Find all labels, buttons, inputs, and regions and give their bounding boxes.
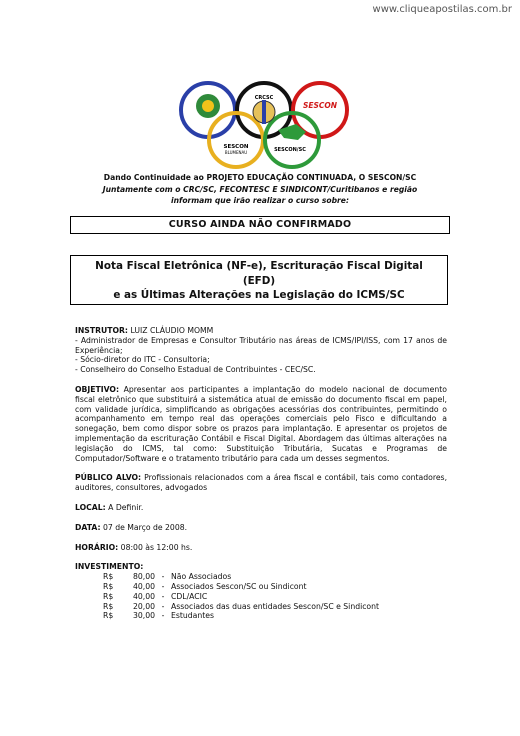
local-value: A Definir.: [105, 502, 144, 512]
instructor-heading: [75, 326, 447, 336]
course-notice-box: CURSO AINDA NÃO CONFIRMADO: [70, 216, 450, 234]
objective-text: Apresentar aos participantes a implantação do modelo nacional de documento fiscal eletrônico que substituirá a sistemática atual de emissão do documento fiscal em papel, com validade jurídica, simplificando as obrigações acessórias dos contribuintes, permitindo o acompanhamento em tempo real das operações comerciais pelo Fisco e dificultando a sonegação, bem como dispor sobre os prazos para implantação. E apresentar os projetos de implementação da escrituração Contábil e Fiscal Digital. Abordagem das últimas alterações na legislação do ICMS, tal como: Substituição Tributária, Sucatas e Programas de Computador/Software e o tratamento tributário para cada um desses segmentos.: [75, 384, 447, 463]
instructor-line: - Administrador de Empresas e Consultor Tributário nas áreas de ICMS/IPI/ISS, com 17 anos de Experiência;: [75, 335, 447, 355]
svg-text:SESCON/SC: SESCON/SC: [274, 147, 306, 153]
course-title-line-1: Nota Fiscal Eletrônica (NF-e), Escrituração Fiscal Digital: [95, 260, 423, 272]
objective-label: OBJETIVO:: [75, 384, 120, 394]
amount: 40,00: [133, 591, 156, 601]
course-details: [75, 326, 447, 621]
date-value: 07 de Março de 2008.: [100, 522, 188, 532]
amount: 80,00: [133, 572, 156, 582]
instructor-line: - Sócio-diretor do ITC - Consultoria;: [75, 355, 210, 365]
date-line: [75, 523, 447, 533]
audience-label: PÚBLICO ALVO:: [75, 473, 142, 483]
investment-row: R$ 40,00 - Associados Sescon/SC ou Sindicont: [75, 582, 447, 592]
local-label: LOCAL:: [75, 502, 106, 512]
svg-text:SESCON: SESCON: [302, 101, 338, 110]
amount: 30,00: [133, 611, 156, 621]
price-description: Estudantes: [171, 611, 214, 621]
investment-row: R$ 80,00 - Não Associados: [75, 572, 447, 582]
ring-sescon-blumenau: [209, 113, 263, 167]
course-title-box: [70, 255, 448, 305]
local-line: [75, 503, 447, 513]
currency: R$: [103, 591, 114, 601]
olympic-rings-logo: [178, 80, 350, 170]
price-description: CDL/ACIC: [171, 591, 208, 601]
amount: 20,00: [133, 601, 156, 611]
intro-text: [60, 172, 460, 207]
investment-list: [75, 572, 447, 621]
investment-row: R$ 40,00 - CDL/ACIC: [75, 592, 447, 602]
currency: R$: [103, 581, 114, 591]
currency: R$: [103, 601, 114, 611]
instructor-line: - Conselheiro do Conselho Estadual de Contribuintes - CEC/SC.: [75, 365, 316, 375]
investment-row: R$ 30,00 - Estudantes: [75, 611, 447, 621]
intro-line-3: informam que irão realizar o curso sobre:: [171, 196, 349, 205]
audience-text: Profissionais relacionados com a área fiscal e contábil, tais como contadores, auditores, consultores, advogados: [75, 473, 448, 493]
price-description: Associados das duas entidades Sescon/SC e Sindicont: [171, 601, 380, 611]
course-title-line-2: (EFD): [242, 274, 276, 287]
instructor-label: INSTRUTOR:: [75, 326, 129, 335]
time-line: [75, 543, 447, 553]
time-value: 08:00 às 12:00 hs.: [118, 542, 193, 552]
course-title-line-3: e as Últimas Alterações na Legislação do ICMS/SC: [113, 289, 405, 301]
currency: R$: [103, 572, 114, 582]
svg-text:CRCSC: CRCSC: [254, 95, 274, 101]
ring-sescon-sc: [265, 113, 319, 167]
time-label: HORÁRIO:: [75, 542, 119, 552]
instructor-name: LUIZ CLÁUDIO MOMM: [128, 326, 214, 335]
date-label: DATA:: [75, 522, 101, 532]
intro-line-2: Juntamente com o CRC/SC, FECONTESC E SINDICONT/Curitibanos e região: [102, 184, 418, 194]
audience-paragraph: [75, 473, 447, 493]
objective-paragraph: [75, 385, 447, 463]
intro-line-1: Dando Continuidade ao PROJETO EDUCAÇÃO CONTINUADA, O SESCON/SC: [103, 173, 417, 182]
investment-row: R$ 20,00 - Associados das duas entidades Sescon/SC e Sindicont: [75, 602, 447, 612]
svg-text:SESCON: SESCON: [223, 144, 249, 150]
price-description: Associados Sescon/SC ou Sindicont: [171, 581, 307, 591]
svg-text:BLUMENAU: BLUMENAU: [224, 150, 248, 155]
price-description: Não Associados: [171, 572, 232, 582]
amount: 40,00: [133, 581, 156, 591]
currency: R$: [103, 611, 114, 621]
watermark: www.cliqueapostilas.com.br: [372, 4, 512, 15]
investment-label: INVESTIMENTO:: [75, 562, 144, 572]
